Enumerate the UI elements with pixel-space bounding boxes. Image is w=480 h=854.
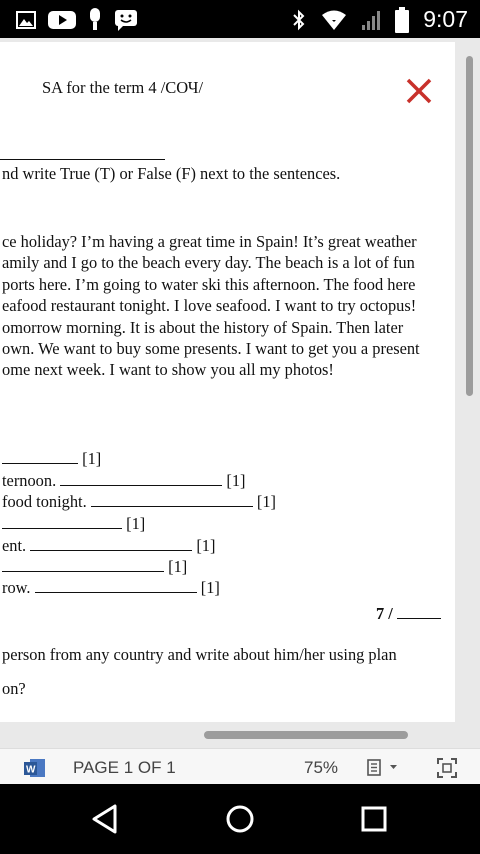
answer-item: ternoon. [1] <box>2 471 246 490</box>
close-icon[interactable] <box>404 76 434 106</box>
passage-line: amily and I go to the beach every day. The beach is a lot of fun <box>2 253 415 272</box>
answer-item: [1] <box>2 557 187 577</box>
name-underline <box>0 159 165 160</box>
instruction-text: nd write True (T) or False (F) next to the sentences. <box>2 164 341 183</box>
answer-item: food tonight. [1] <box>2 492 277 511</box>
answer-item: ent. [1] <box>2 536 216 555</box>
youtube-icon <box>48 10 76 30</box>
fullscreen-icon[interactable] <box>437 758 457 778</box>
status-bar <box>0 0 480 38</box>
answer-item: row. [1] <box>2 578 220 597</box>
passage-line: own. We want to buy some presents. I want to get you a present <box>2 339 420 358</box>
passage-line: eafood restaurant tonight. I love seafood. I want to try octopus! <box>2 296 417 315</box>
svg-text:W: W <box>26 764 36 776</box>
passage-line: ports here. I’m going to water ski this afternoon. The food here <box>2 275 416 294</box>
image-icon <box>16 10 36 30</box>
view-mode-button[interactable] <box>366 758 402 778</box>
passage-line: ce holiday? I’m having a great time in Spain! It’s great weather <box>2 232 417 251</box>
page-title: SA for the term 4 /СОЧ/ <box>42 78 204 97</box>
vertical-scrollbar[interactable] <box>466 56 473 396</box>
document-view-icon <box>366 758 402 778</box>
score-label: 7 / <box>376 604 441 624</box>
horizontal-scrollbar[interactable] <box>204 731 408 739</box>
answer-item: [1] <box>2 514 145 534</box>
task2-text: person from any country and write about him/her using plan <box>2 645 397 664</box>
home-icon[interactable] <box>223 802 257 836</box>
navigation-bar <box>0 784 480 854</box>
document-page[interactable] <box>0 42 455 722</box>
passage-line: omorrow morning. It is about the history of Spain. Then later <box>2 318 404 337</box>
message-icon <box>114 9 138 31</box>
task2-text: on? <box>2 679 26 698</box>
back-icon[interactable] <box>89 802 123 836</box>
clock: 9:07 <box>423 6 468 32</box>
recent-apps-icon[interactable] <box>357 802 391 836</box>
page-indicator: PAGE 1 OF 1 <box>73 758 176 777</box>
flashlight-icon <box>88 8 102 32</box>
passage-line: ome next week. I want to show you all my photos! <box>2 360 334 379</box>
zoom-level[interactable]: 75% <box>304 758 339 777</box>
document-toolbar <box>0 748 480 784</box>
signal-icon <box>361 9 381 31</box>
battery-icon <box>395 7 409 33</box>
wifi-icon <box>321 9 347 31</box>
answer-item: [1] <box>2 449 101 469</box>
word-doc-icon[interactable] <box>24 757 46 779</box>
bluetooth-icon <box>291 8 307 32</box>
